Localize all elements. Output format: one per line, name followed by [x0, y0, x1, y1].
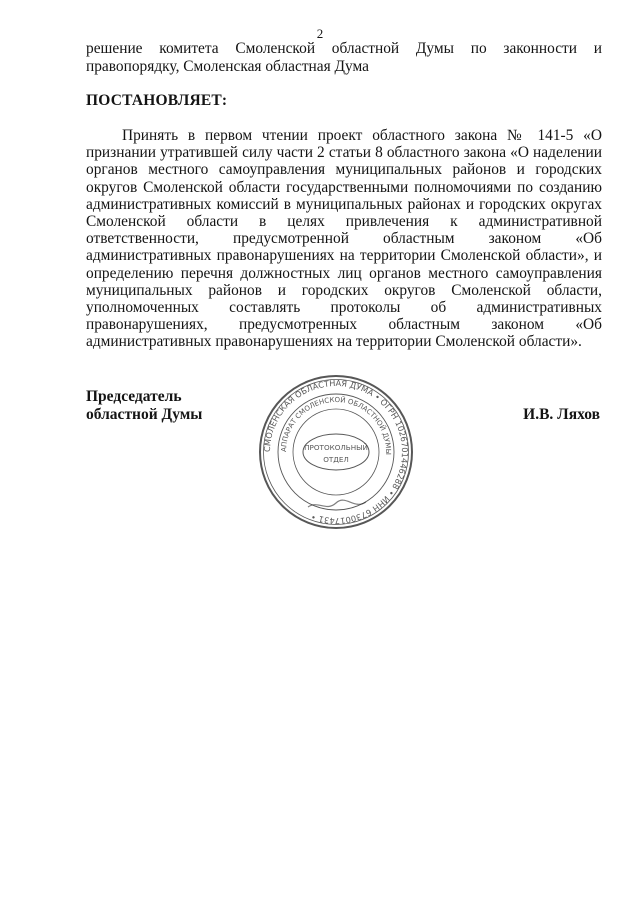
seal-center-line-1: ПРОТОКОЛЬНЫЙ: [304, 443, 368, 452]
intro-paragraph: [86, 40, 602, 75]
signer-title-line-1: Председатель: [86, 388, 182, 405]
seal-center-line-2: ОТДЕЛ: [323, 455, 349, 464]
signer-title-line-2: областной Думы: [86, 406, 203, 423]
intro-line-1: решение комитета Смоленской областной Думы по законности и: [86, 40, 602, 57]
intro-line-2: правопорядку, Смоленская областная Дума: [86, 57, 370, 75]
seal-inner-text: АППАРАТ СМОЛЕНСКОЙ ОБЛАСТНОЙ ДУМЫ: [279, 395, 393, 455]
resolution-heading: ПОСТАНОВЛЯЕТ:: [86, 92, 228, 109]
official-seal-stamp: [256, 372, 416, 532]
resolution-body: Принять в первом чтении проект областного закона № 141-5 «О признании утратившей силу части 2 статьи 8 областного закона «О наделении органов местного самоуправления муниципальных районов и городских округов Смоленской области государственными полномочиями по созданию административных комиссий в муниципальных районах и городских округах Смоленской области в целях привлечения к административной ответственности, предусмотренной областным законом «Об административных правонарушениях на территории Смоленской области», и определению перечня должностных лиц органов местного самоуправления муниципальных районов и городских округов Смоленской области, уполномоченных составлять протоколы об административных правонарушениях, предусмотренных областным законом «Об административных правонарушениях на территории Смоленской области».: [86, 127, 602, 351]
page-number: 2: [316, 26, 324, 41]
seal-outer-text: СМОЛЕНСКАЯ ОБЛАСТНАЯ ДУМА • ОГРН 1026701446288 • ИНН 6730017431 •: [261, 377, 411, 527]
signer-name: И.В. Ляхов: [523, 406, 600, 423]
signer-title: [86, 388, 202, 424]
